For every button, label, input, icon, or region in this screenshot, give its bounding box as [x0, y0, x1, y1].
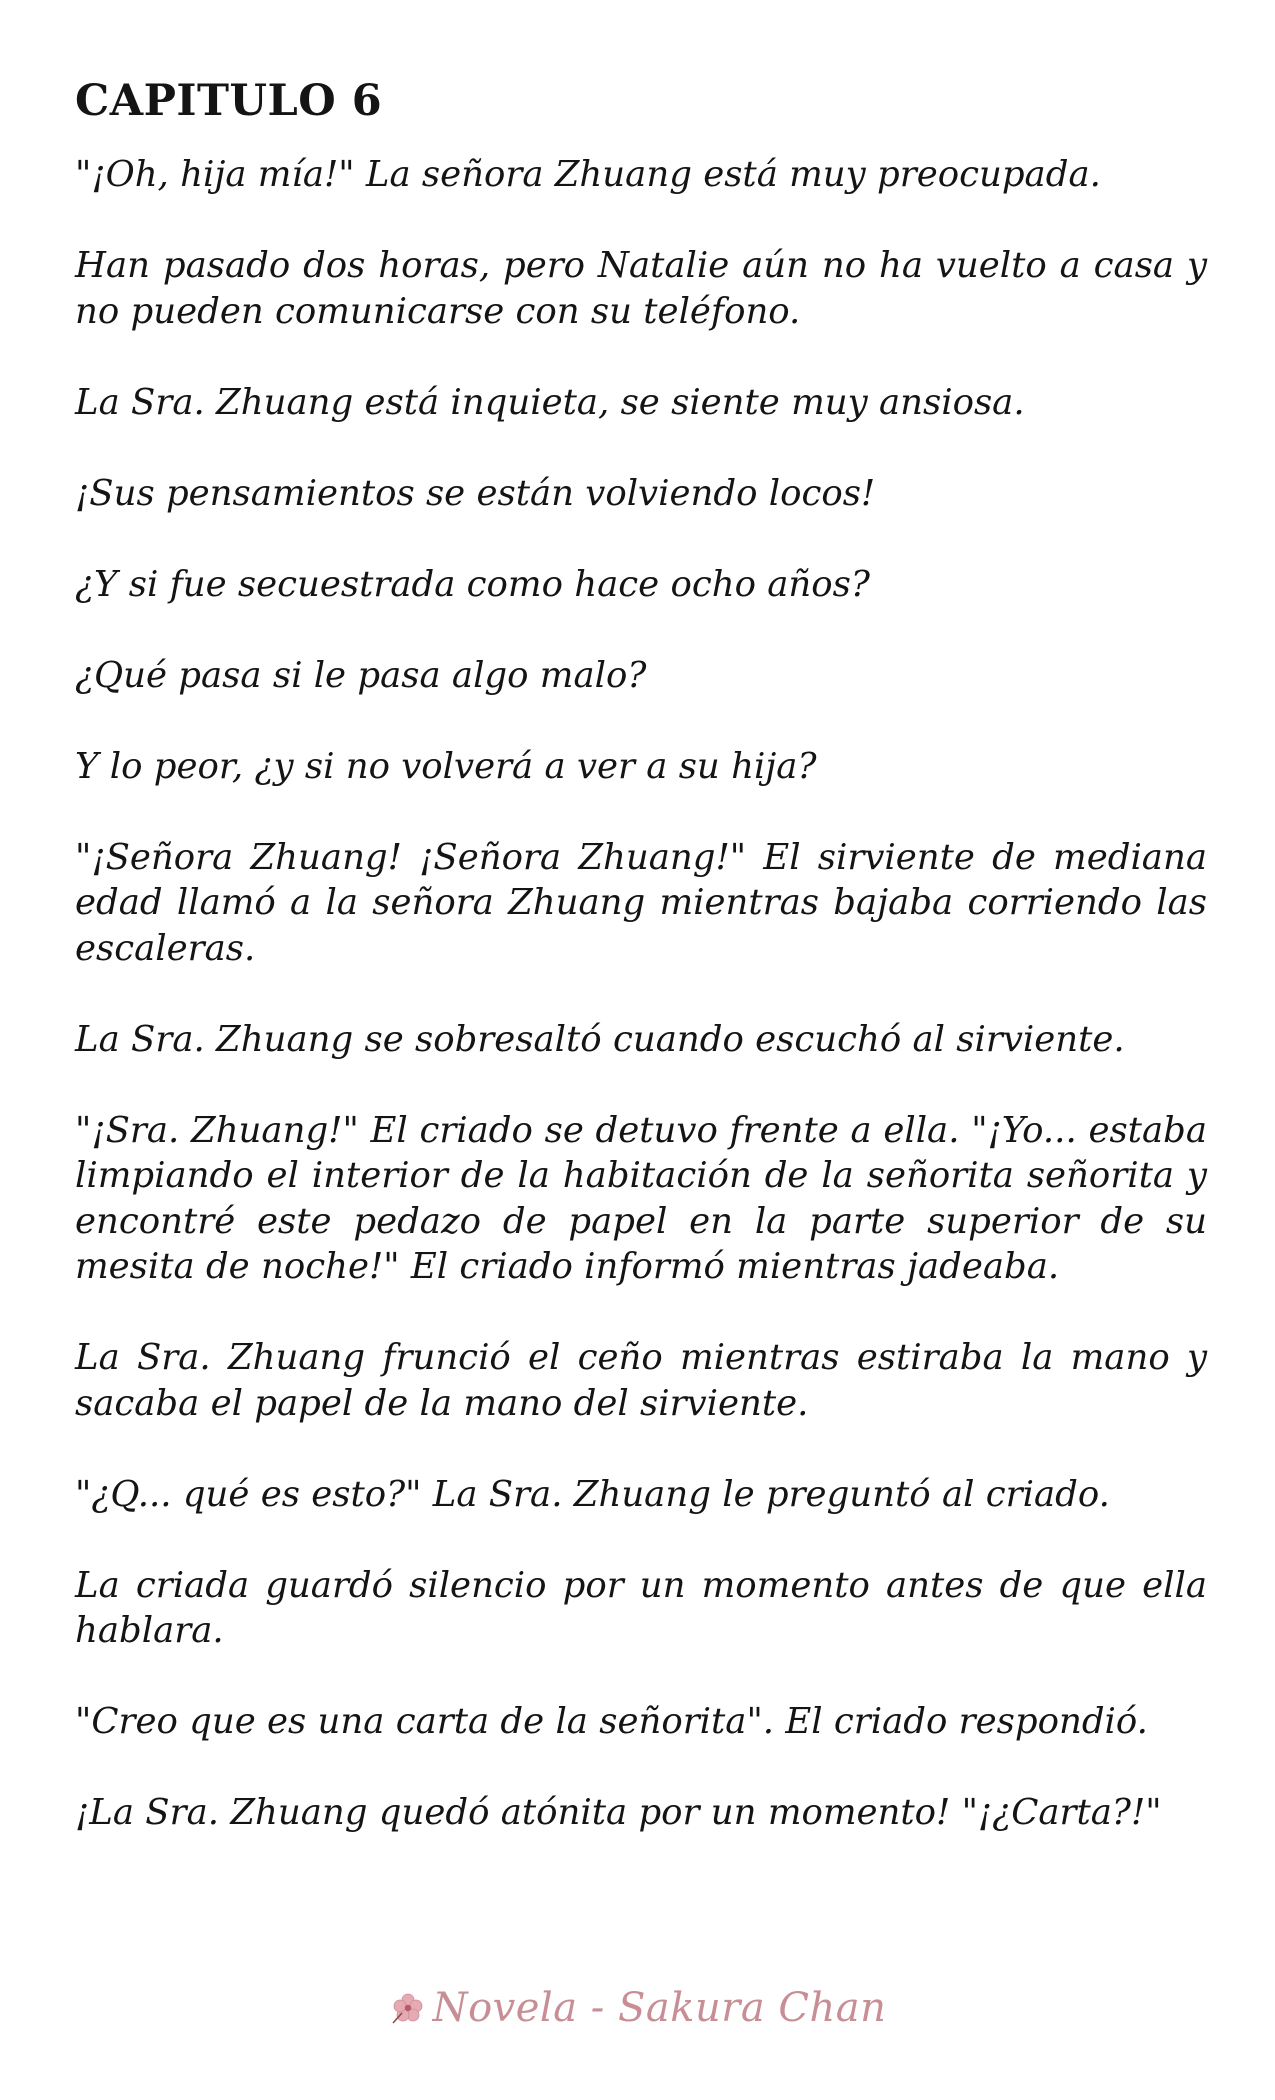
paragraph: "¿Q... qué es esto?" La Sra. Zhuang le preguntó al criado. [75, 1473, 1110, 1515]
footer-watermark [0, 1985, 1275, 2045]
chapter-title: CAPITULO 6 [75, 76, 383, 126]
paragraph: "Creo que es una carta de la señorita". El criado respondió. [75, 1701, 1148, 1742]
footer-text: Novela - Sakura Chan [432, 1985, 887, 2031]
paragraph: "¡Sra. Zhuang!" El criado se detuvo frente a ella. "¡Yo... estaba limpiando el interior de la habitación de la señorita señorita y encontré este pedazo de papel en la parte superior de su mesita de noche!" El criado informó mientras jadeaba. [75, 1109, 1207, 1287]
paragraph: La Sra. Zhuang frunció el ceño mientras estiraba la mano y sacaba el papel de la mano del sirviente. [75, 1337, 1207, 1424]
paragraph: Y lo peor, ¿y si no volverá a ver a su hija? [75, 745, 817, 787]
paragraph: ¿Y si fue secuestrada como hace ocho años? [75, 563, 870, 605]
paragraph: La Sra. Zhuang está inquieta, se siente muy ansiosa. [75, 381, 1025, 423]
document-page [75, 72, 1207, 1881]
paragraph: "¡Señora Zhuang! ¡Señora Zhuang!" El sirviente de mediana edad llamó a la señora Zhuang mientras bajaba corriendo las escaleras. [75, 836, 1207, 969]
paragraph: "¡Oh, hija mía!" La señora Zhuang está muy preocupada. [75, 154, 1101, 195]
paragraph: La Sra. Zhuang se sobresaltó cuando escuchó al sirviente. [75, 1018, 1125, 1060]
paragraph: ¡La Sra. Zhuang quedó atónita por un momento! "¡¿Carta?!" [75, 1792, 1162, 1833]
cherry-blossom-icon [389, 1989, 427, 2027]
paragraph: ¡Sus pensamientos se están volviendo locos! [75, 472, 876, 514]
paragraph: ¿Qué pasa si le pasa algo malo? [75, 654, 647, 696]
paragraph: Han pasado dos horas, pero Natalie aún no ha vuelto a casa y no pueden comunicarse con su teléfono. [75, 245, 1207, 332]
paragraph: La criada guardó silencio por un momento antes de que ella hablara. [75, 1564, 1207, 1651]
